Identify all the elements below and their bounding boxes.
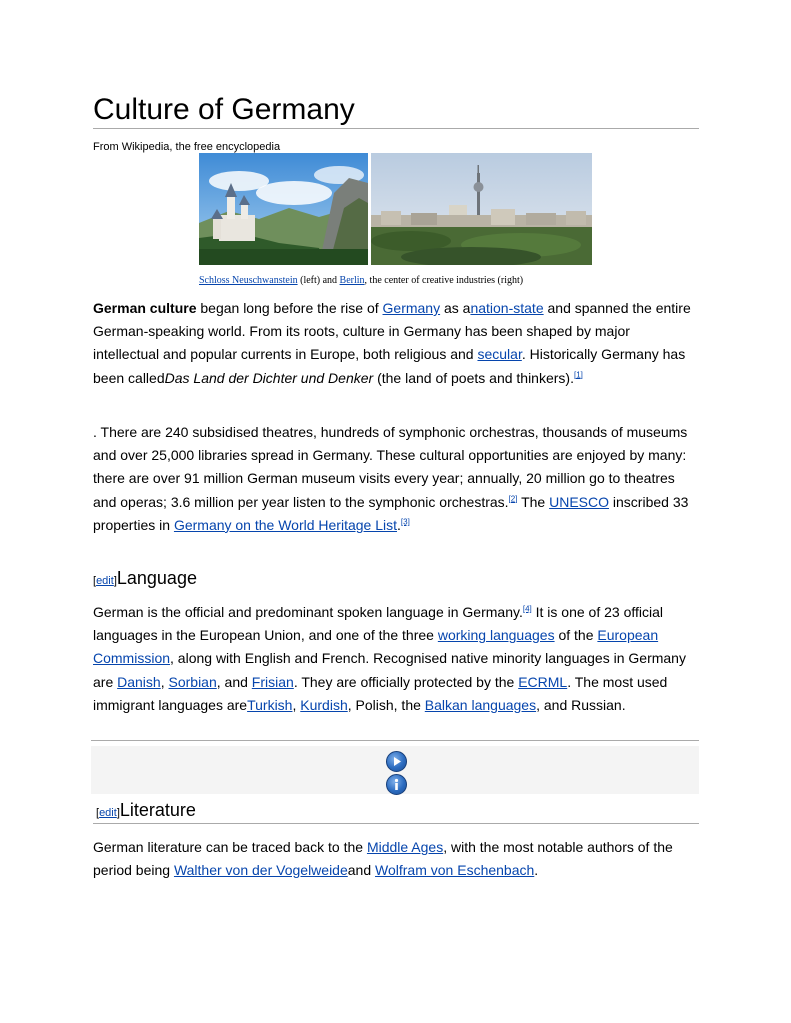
link-danish[interactable]: Danish: [117, 673, 161, 690]
text: , along with English and French. Recognised native minority languages in Germany are: [93, 650, 686, 690]
link-walther-von-der-vogelweide[interactable]: Walther von der Vogelweide: [173, 862, 348, 879]
edit-link-wrapper: [edit]: [96, 807, 120, 819]
text: The: [517, 493, 550, 510]
link-kurdish[interactable]: Kurdish: [300, 696, 348, 713]
literature-paragraph: [93, 836, 693, 882]
caption-link-berlin[interactable]: Berlin: [339, 275, 365, 286]
ref-1[interactable]: [1]: [573, 369, 583, 379]
text: . They are officially protected by the: [293, 673, 519, 690]
stats-paragraph: [93, 421, 693, 537]
text: of the: [554, 627, 598, 644]
link-turkish[interactable]: Turkish: [247, 696, 293, 713]
edit-language-link[interactable]: edit: [96, 575, 114, 587]
link-wolfram-von-eschenbach[interactable]: Wolfram von Eschenbach: [375, 862, 535, 879]
text: and spanned the entire German-speaking world. From its roots, culture in Germany has been shaped by major intellectual and popular currents in Europe, both religious and: [93, 300, 691, 363]
section-heading-literature: [96, 799, 196, 824]
section-heading-language: [93, 567, 197, 592]
text: inscribed 33 properties in: [93, 493, 689, 533]
media-player: [91, 746, 699, 794]
text: began long before the rise of: [196, 300, 383, 316]
text: , with the most notable authors of the period being: [93, 839, 673, 879]
caption-text: (left) and: [297, 275, 340, 286]
link-european-commission[interactable]: European Commission: [93, 627, 659, 667]
ref-4[interactable]: [4]: [522, 604, 532, 614]
text: . The most used immigrant languages are: [93, 673, 668, 713]
link-unesco[interactable]: UNESCO: [549, 493, 610, 510]
heading-text: Literature: [119, 800, 196, 820]
text: ,: [292, 696, 301, 713]
tagline: From Wikipedia, the free encyclopedia: [93, 141, 281, 153]
link-world-heritage-list[interactable]: Germany on the World Heritage List: [173, 516, 398, 533]
caption-link-neuschwanstein[interactable]: Schloss Neuschwanstein: [199, 275, 298, 286]
intro-paragraph: [93, 297, 693, 390]
ref-2[interactable]: [2]: [508, 493, 518, 503]
link-nation-state[interactable]: nation-state: [470, 300, 544, 316]
berlin-photo[interactable]: [371, 153, 592, 265]
divider: [91, 740, 699, 741]
ref-3[interactable]: [3]: [400, 517, 410, 527]
divider: [93, 823, 699, 824]
link-secular[interactable]: secular: [477, 346, 522, 363]
link-frisian[interactable]: Frisian: [251, 673, 294, 690]
text: ,: [160, 673, 169, 690]
text: It is one of 23 official languages in the European Union, and one of the three: [93, 604, 664, 644]
text: . There are 240 subsidised theatres, hundreds of symphonic orchestras, thousands of museums and over 25,000 libraries spread in Germany. These cultural opportunities are enjoyed by many: there are over 91 million German museum visits every year; annually, 20 million go to theatres and operas; 3.6 million per year listen to the symphonic orchestras.: [93, 424, 688, 510]
link-sorbian[interactable]: Sorbian: [168, 673, 217, 690]
play-icon[interactable]: [386, 751, 407, 772]
play-glyph: [387, 752, 406, 771]
text: , and: [216, 673, 252, 690]
neuschwanstein-image: [199, 153, 368, 265]
figure-caption: [199, 274, 523, 287]
link-balkan-languages[interactable]: Balkan languages: [424, 696, 537, 713]
text: German literature can be traced back to the: [93, 839, 367, 855]
berlin-image: [371, 153, 592, 265]
italic-phrase: Das Land der Dichter und Denker: [164, 369, 374, 386]
edit-literature-link[interactable]: edit: [99, 807, 117, 819]
link-working-languages[interactable]: working languages: [437, 627, 555, 644]
text: , and Russian.: [536, 696, 626, 713]
text: as a: [440, 300, 471, 316]
link-germany[interactable]: Germany: [382, 300, 441, 316]
page-title: Culture of Germany: [93, 92, 699, 129]
edit-link-wrapper: [edit]: [93, 575, 117, 587]
info-glyph: [387, 775, 406, 794]
neuschwanstein-photo[interactable]: [199, 153, 368, 265]
language-paragraph: [93, 601, 693, 717]
heading-text: Language: [116, 568, 197, 588]
text: (the land of poets and thinkers).: [373, 369, 574, 386]
text: .: [534, 862, 539, 879]
link-middle-ages[interactable]: Middle Ages: [366, 839, 444, 855]
caption-text: , the center of creative industries (right): [364, 275, 524, 286]
link-ecrml[interactable]: ECRML: [518, 673, 568, 690]
info-icon[interactable]: [386, 774, 407, 795]
text: , Polish, the: [347, 696, 425, 713]
text: and: [347, 862, 376, 879]
bold-term: German culture: [93, 300, 197, 316]
text: German is the official and predominant spoken language in Germany.: [93, 604, 523, 620]
text: . Historically Germany has been called: [93, 346, 686, 386]
text: .: [397, 516, 401, 533]
